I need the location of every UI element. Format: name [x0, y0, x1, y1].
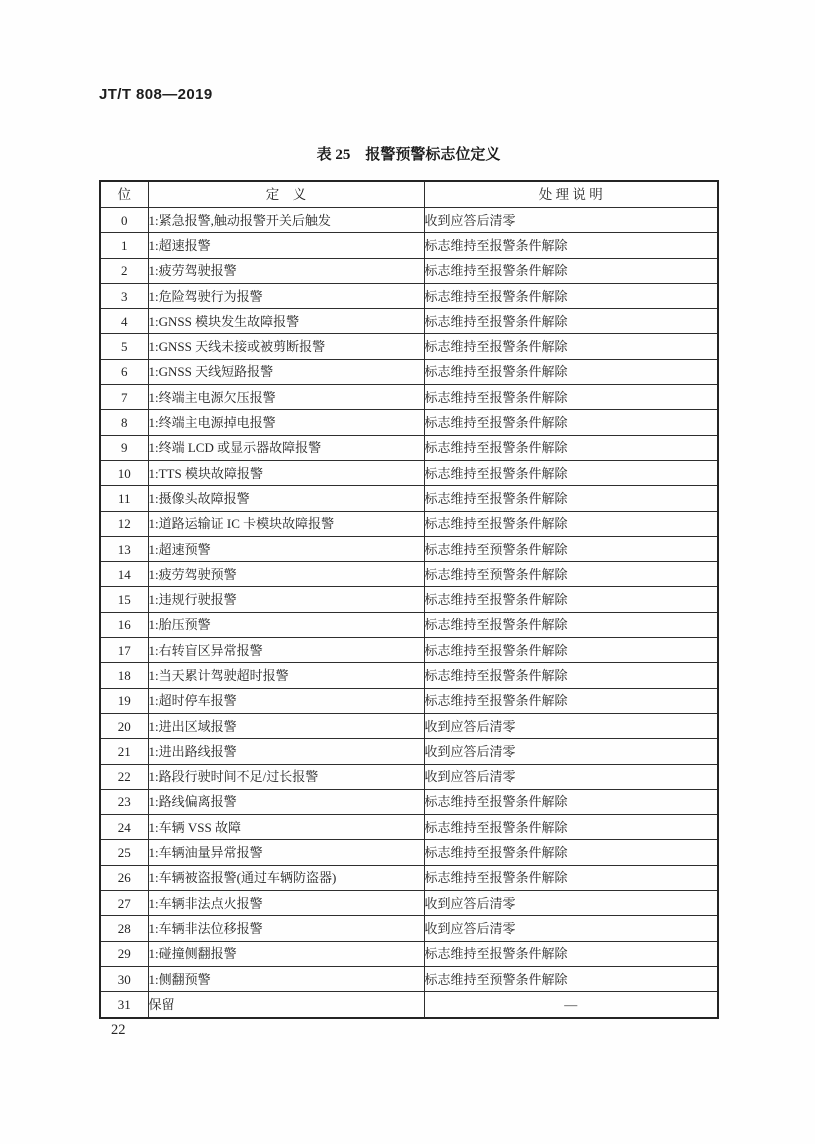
bit-cell: 25	[100, 840, 148, 865]
definition-cell: 1:车辆油量异常报警	[148, 840, 424, 865]
definition-cell: 1:路线偏离报警	[148, 789, 424, 814]
table-row	[100, 435, 718, 460]
col-header-handling: 处 理 说 明	[424, 181, 718, 208]
handling-cell: 标志维持至报警条件解除	[424, 359, 718, 384]
table-row	[100, 486, 718, 511]
bit-cell: 24	[100, 815, 148, 840]
bit-cell: 26	[100, 865, 148, 890]
handling-cell: 标志维持至报警条件解除	[424, 385, 718, 410]
table-row	[100, 208, 718, 233]
table-row	[100, 688, 718, 713]
definition-cell: 1:车辆非法位移报警	[148, 916, 424, 941]
table-row	[100, 638, 718, 663]
table-row	[100, 536, 718, 561]
handling-cell: 标志维持至报警条件解除	[424, 612, 718, 637]
bit-cell: 27	[100, 891, 148, 916]
definition-cell: 1:超速报警	[148, 233, 424, 258]
handling-cell: 标志维持至报警条件解除	[424, 460, 718, 485]
table-row	[100, 385, 718, 410]
bit-cell: 23	[100, 789, 148, 814]
header-row	[100, 181, 718, 208]
bit-cell: 11	[100, 486, 148, 511]
definition-cell: 1:道路运输证 IC 卡模块故障报警	[148, 511, 424, 536]
definition-cell: 1:超速预警	[148, 536, 424, 561]
bit-cell: 6	[100, 359, 148, 384]
table-row	[100, 992, 718, 1018]
bit-cell: 7	[100, 385, 148, 410]
handling-cell: 标志维持至预警条件解除	[424, 536, 718, 561]
definition-cell: 1:进出路线报警	[148, 739, 424, 764]
handling-cell: —	[424, 992, 718, 1018]
definition-cell: 1:疲劳驾驶报警	[148, 258, 424, 283]
table-caption-title: 报警预警标志位定义	[365, 147, 501, 163]
bit-cell: 12	[100, 511, 148, 536]
definition-cell: 1:GNSS 模块发生故障报警	[148, 309, 424, 334]
handling-cell: 标志维持至报警条件解除	[424, 511, 718, 536]
definition-cell: 1:侧翻预警	[148, 966, 424, 991]
definition-cell: 1:车辆 VSS 故障	[148, 815, 424, 840]
table-row	[100, 891, 718, 916]
bit-cell: 30	[100, 966, 148, 991]
handling-cell: 标志维持至预警条件解除	[424, 966, 718, 991]
handling-cell: 标志维持至报警条件解除	[424, 435, 718, 460]
col-header-bit: 位	[100, 181, 148, 208]
definition-cell: 1:疲劳驾驶预警	[148, 562, 424, 587]
handling-cell: 收到应答后清零	[424, 739, 718, 764]
definition-cell: 1:胎压预警	[148, 612, 424, 637]
table-row	[100, 612, 718, 637]
bit-cell: 0	[100, 208, 148, 233]
definition-cell: 1:紧急报警,触动报警开关后触发	[148, 208, 424, 233]
definition-cell: 1:进出区域报警	[148, 713, 424, 738]
bit-cell: 4	[100, 309, 148, 334]
definition-cell: 1:终端主电源掉电报警	[148, 410, 424, 435]
handling-cell: 标志维持至报警条件解除	[424, 334, 718, 359]
table-row	[100, 587, 718, 612]
table-caption	[100, 143, 717, 164]
definition-cell: 1:碰撞侧翻报警	[148, 941, 424, 966]
bit-cell: 1	[100, 233, 148, 258]
handling-cell: 标志维持至报警条件解除	[424, 283, 718, 308]
handling-cell: 收到应答后清零	[424, 764, 718, 789]
table-row	[100, 941, 718, 966]
handling-cell: 标志维持至报警条件解除	[424, 688, 718, 713]
bit-cell: 16	[100, 612, 148, 637]
definition-cell: 1:车辆被盗报警(通过车辆防盗器)	[148, 865, 424, 890]
definition-cell: 1:终端主电源欠压报警	[148, 385, 424, 410]
handling-cell: 收到应答后清零	[424, 891, 718, 916]
table-row	[100, 511, 718, 536]
handling-cell: 收到应答后清零	[424, 713, 718, 738]
alarm-table-body	[100, 208, 718, 1018]
table-caption-number: 表 25	[316, 147, 351, 163]
bit-cell: 17	[100, 638, 148, 663]
definition-cell: 保留	[148, 992, 424, 1018]
definition-cell: 1:当天累计驾驶超时报警	[148, 663, 424, 688]
alarm-table-header	[100, 181, 718, 208]
page-number: 22	[111, 1022, 126, 1038]
table-row	[100, 739, 718, 764]
bit-cell: 18	[100, 663, 148, 688]
bit-cell: 5	[100, 334, 148, 359]
table-row	[100, 789, 718, 814]
handling-cell: 标志维持至报警条件解除	[424, 258, 718, 283]
bit-cell: 2	[100, 258, 148, 283]
definition-cell: 1:TTS 模块故障报警	[148, 460, 424, 485]
table-row	[100, 460, 718, 485]
definition-cell: 1:路段行驶时间不足/过长报警	[148, 764, 424, 789]
handling-cell: 标志维持至报警条件解除	[424, 410, 718, 435]
table-row	[100, 562, 718, 587]
definition-cell: 1:终端 LCD 或显示器故障报警	[148, 435, 424, 460]
col-header-definition: 定 义	[148, 181, 424, 208]
bit-cell: 22	[100, 764, 148, 789]
handling-cell: 标志维持至报警条件解除	[424, 840, 718, 865]
bit-cell: 3	[100, 283, 148, 308]
bit-cell: 31	[100, 992, 148, 1018]
table-row	[100, 865, 718, 890]
handling-cell: 标志维持至报警条件解除	[424, 865, 718, 890]
alarm-flag-table	[99, 180, 719, 1019]
table-row	[100, 359, 718, 384]
handling-cell: 标志维持至报警条件解除	[424, 486, 718, 511]
definition-cell: 1:违规行驶报警	[148, 587, 424, 612]
table-row	[100, 283, 718, 308]
bit-cell: 9	[100, 435, 148, 460]
table-row	[100, 916, 718, 941]
handling-cell: 收到应答后清零	[424, 208, 718, 233]
bit-cell: 29	[100, 941, 148, 966]
table-row	[100, 966, 718, 991]
bit-cell: 10	[100, 460, 148, 485]
standard-code: JT/T 808—2019	[99, 86, 213, 103]
table-row	[100, 334, 718, 359]
table-row	[100, 815, 718, 840]
handling-cell: 标志维持至报警条件解除	[424, 638, 718, 663]
handling-cell: 标志维持至报警条件解除	[424, 663, 718, 688]
handling-cell: 标志维持至报警条件解除	[424, 233, 718, 258]
handling-cell: 标志维持至报警条件解除	[424, 309, 718, 334]
bit-cell: 8	[100, 410, 148, 435]
bit-cell: 19	[100, 688, 148, 713]
definition-cell: 1:摄像头故障报警	[148, 486, 424, 511]
handling-cell: 标志维持至报警条件解除	[424, 815, 718, 840]
table-row	[100, 309, 718, 334]
table-row	[100, 764, 718, 789]
handling-cell: 收到应答后清零	[424, 916, 718, 941]
table-row	[100, 258, 718, 283]
definition-cell: 1:GNSS 天线短路报警	[148, 359, 424, 384]
definition-cell: 1:GNSS 天线未接或被剪断报警	[148, 334, 424, 359]
definition-cell: 1:危险驾驶行为报警	[148, 283, 424, 308]
table-row	[100, 713, 718, 738]
definition-cell: 1:车辆非法点火报警	[148, 891, 424, 916]
definition-cell: 1:右转盲区异常报警	[148, 638, 424, 663]
handling-cell: 标志维持至报警条件解除	[424, 587, 718, 612]
definition-cell: 1:超时停车报警	[148, 688, 424, 713]
bit-cell: 21	[100, 739, 148, 764]
bit-cell: 28	[100, 916, 148, 941]
bit-cell: 14	[100, 562, 148, 587]
bit-cell: 13	[100, 536, 148, 561]
table-row	[100, 663, 718, 688]
handling-cell: 标志维持至预警条件解除	[424, 562, 718, 587]
bit-cell: 20	[100, 713, 148, 738]
table-row	[100, 233, 718, 258]
table-row	[100, 410, 718, 435]
table-row	[100, 840, 718, 865]
bit-cell: 15	[100, 587, 148, 612]
handling-cell: 标志维持至报警条件解除	[424, 941, 718, 966]
handling-cell: 标志维持至报警条件解除	[424, 789, 718, 814]
